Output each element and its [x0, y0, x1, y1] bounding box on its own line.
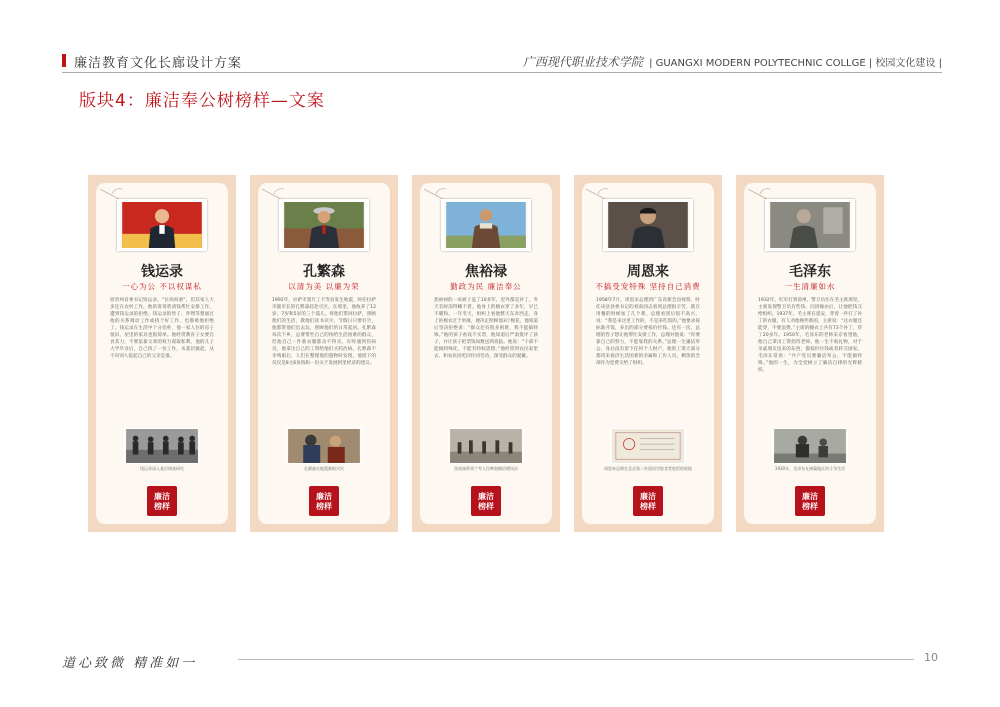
integrity-seal-stamp: 廉洁 榜样	[471, 486, 501, 516]
header-accent-bar	[62, 54, 66, 67]
photo-caption: 孔繁森在地震救助灾民	[304, 466, 344, 471]
footer-slogan: 道心致微 精准如一	[62, 656, 198, 671]
panel-inner	[582, 183, 714, 524]
historical-photo	[124, 428, 200, 464]
integrity-seal-stamp: 廉洁 榜样	[633, 486, 663, 516]
portrait-photo	[117, 199, 207, 251]
integrity-seal-stamp: 廉洁 榜样	[795, 486, 825, 516]
document-title: 廉洁教育文化长廊设计方案	[74, 56, 243, 71]
receipt-photo	[610, 428, 686, 464]
historical-photo	[286, 428, 362, 464]
panel-zhou-enlai	[574, 175, 722, 532]
school-calligraphy: 广西现代职业技术学院	[522, 55, 643, 69]
story-text: 1992年，拉萨市墨竹工卡等县发生地震，时任拉萨市副市长的孔繁森赶赴灾区。在那里，他收养了12岁、7岁和5岁的三个孤儿。将他们带回拉萨，照顾他们的生活，教他们读书识字。节假日只要有空，他都带他们出去玩，照顾他们的日常起居。孔繁森每次下乡，总要带些自己的钱给生活困难的群众，但他自己一件新衣服都舍不得买。有时遇到伤病员，他拿出自己的工资给他们买药治病。孔繁森不幸殉职后，人们在整理他的遗物时发现，他留下的仅仅是8元6角钱和一份关于发展阿里经济的建议。	[272, 298, 376, 366]
page-header	[62, 50, 942, 72]
person-motto: 以清为美 以廉为荣	[288, 282, 360, 291]
panel-mao-zedong	[736, 175, 884, 532]
panel-kong-fansen	[250, 175, 398, 532]
integrity-seal-stamp: 廉洁 榜样	[147, 486, 177, 516]
portrait-photo	[441, 199, 531, 251]
school-english-name: | GUANGXI MODERN POLYTECHNIC COLLGE |	[649, 58, 873, 69]
section-title: 版块4：廉洁奉公树榜样—文案	[79, 91, 325, 111]
panel-qian-yunlu	[88, 175, 236, 532]
panel-inner	[420, 183, 552, 524]
person-motto: 不搞受宠特殊 坚持自己消费	[595, 282, 701, 291]
historical-photo	[772, 428, 848, 464]
header-divider	[62, 72, 942, 73]
person-name: 周恩来	[627, 264, 669, 280]
story-text: 焦裕禄的一床被子盖了10多年，里外都是补丁，冬天有时冻得睡不着。他身上的棉衣穿了多年，早已不暖和。一年冬天，组织上看他整天东奔西走，身上的棉衣过于单薄，便决定照顾他3斤棉花，他知道后坚决拒绝说：“群众还有很多困难，我不能搞特殊。”他的孩子看戏不买票，他知道后严肃批评了孩子，并让孩子把票钱如数送到戏院。他说：“干部不能搞特殊化，不能有特权思想。”他经常到农民家里去，和农民同吃同住同劳动，深受群众的爱戴。	[434, 298, 538, 359]
portrait-photo	[603, 199, 693, 251]
story-text: 原贵州省委书记钱运录，“位高权重”，但其家人大多还在农村工作，他的哥哥曾请钱帮忙安排工作，遭到钱运录的拒绝。钱运录的侄子、外甥等想通过他的关系调动工作或找个好工作，也都被他拒绝了。钱运录在生活中十分俭朴，他一家人住的房子很旧，屋里的家具也很简单。他经常教育子女要自食其力，不要依靠父辈的权力谋取私利。他的儿子大学毕业后，自己找了一份工作，从基层做起，从不向别人提起自己的父亲是谁。	[110, 298, 214, 359]
portrait-photo	[765, 199, 855, 251]
person-name: 毛泽东	[789, 264, 831, 280]
story-text: 1958年7月，周恩来总理到广东省新会县视察，时任该县县委书记的刘南同志看到总理很辛苦，就在用餐的时候加了几个菜，总理看到后很不高兴，说：“我是来这里工作的，不是来吃饭的。”他要求按标准开饭，多出的部分要按价付钱。还有一次，总理的侄子想让他帮忙安排工作，总理对他说：“你要靠自己的努力，不能靠我的关系。”总理一生廉洁奉公，身后没有留下任何个人财产，他的工资大部分都用来接济生活困难的亲属和工作人员，剩余的全部作为党费交给了组织。	[596, 298, 700, 366]
person-name: 钱运录	[141, 264, 183, 280]
person-name: 孔繁森	[303, 264, 345, 280]
page-number: 10	[924, 651, 938, 664]
panel-inner	[96, 183, 228, 524]
panel-inner	[258, 183, 390, 524]
panel-jiao-yulu	[412, 175, 560, 532]
person-motto: 一心为公 不以权谋私	[122, 282, 202, 291]
historical-photo	[448, 428, 524, 464]
portrait-photo	[279, 199, 369, 251]
campus-culture-label: 校园文化建设 |	[875, 58, 942, 69]
footer-divider	[238, 659, 914, 660]
photo-caption: 周恩来总理在北京第二外国语学院食堂吃饭的收据	[604, 466, 692, 471]
photo-caption: 1930年，毛泽东在闽赣地区的斗争生活	[774, 466, 846, 471]
panel-inner	[744, 183, 876, 524]
school-info	[523, 53, 942, 70]
photo-caption: 钱运录深入基层调查研究	[140, 466, 184, 471]
person-name: 焦裕禄	[465, 264, 507, 280]
integrity-seal-stamp: 廉洁 榜样	[309, 486, 339, 516]
person-motto: 勤政为民 廉洁奉公	[450, 282, 522, 291]
person-motto: 一生清廉如水	[784, 282, 836, 291]
photo-caption: 焦裕禄带领兰考人民种泡桐治理风沙	[454, 466, 518, 471]
story-text: 1932年，红军打到漳州，警卫员住在毛主席那里。主席发现警卫员有些钱，问清缘由后，让他把钱交给组织。1937年，毛主席在延安，穿着一件打了补丁的衣服，有人劝他换件新的，主席说：“这衣服还能穿，不要浪费。”主席的睡衣上共有73个补丁，穿了20多年。1950年，毛泽东的老师来京看望他，他自己拿出工资招待老师。他一生不收礼物，对于亲戚朋友送来的东西，都按价付钱或者转交国家。毛泽东常说：“共产党员要廉洁奉公，不能搞特殊。”他的一生，为全党树立了廉洁自律的光辉榜样。	[758, 298, 862, 373]
